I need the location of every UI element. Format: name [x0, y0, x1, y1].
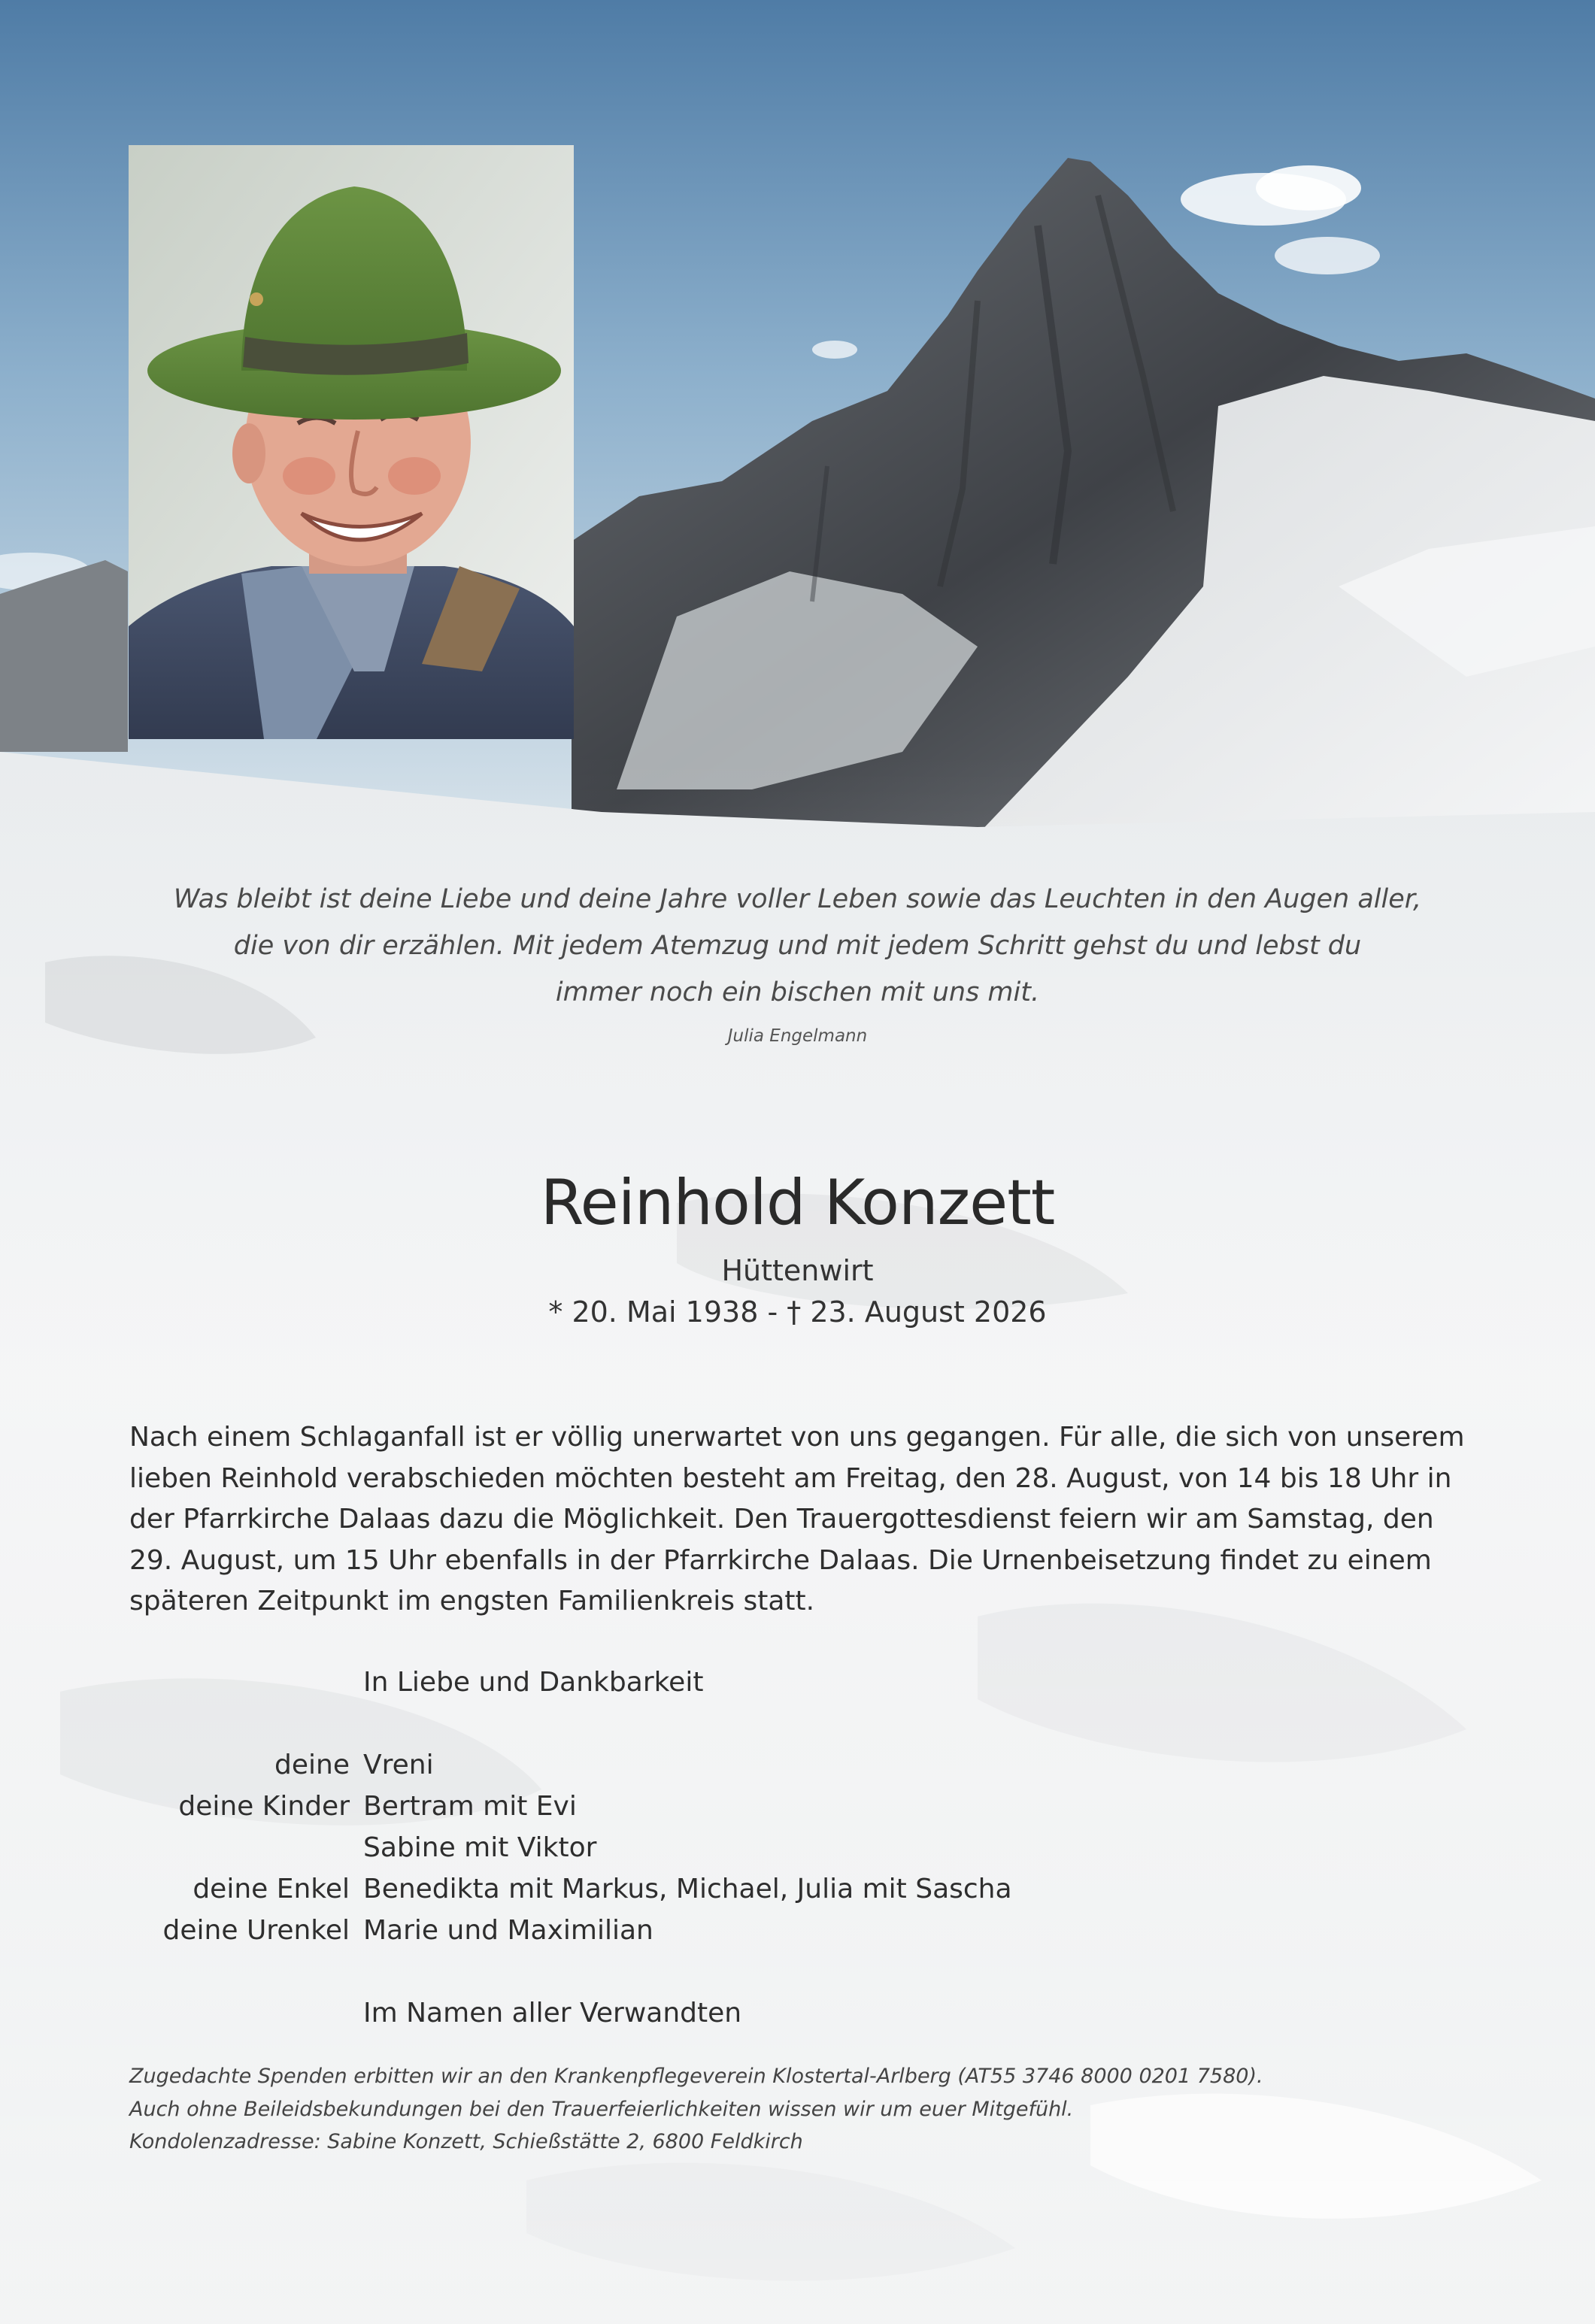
- mourner-row: [0, 1910, 1595, 1951]
- mourner-relation: deine: [274, 1750, 350, 1780]
- announcement-text: [129, 1417, 1475, 1623]
- quote-line: Was bleibt ist deine Liebe und deine Jahre voller Leben sowie das Leuchten in den Augen aller,: [173, 884, 1422, 914]
- quote-line: immer noch ein bischen mit uns mit.: [555, 977, 1040, 1007]
- announcement-line: 29. August, um 15 Uhr ebenfalls in der Pfarrkirche Dalaas. Die Urnenbeisetzung findet zu einem: [129, 1544, 1432, 1576]
- mourner-names: Benedikta mit Markus, Michael, Julia mit Sascha: [363, 1874, 1012, 1904]
- mourner-relation: deine Urenkel: [162, 1915, 350, 1946]
- mourner-row: [0, 1786, 1595, 1827]
- mourners-greeting-row: [0, 1662, 1595, 1703]
- condolence-note: Auch ohne Beileidsbekundungen bei den Trauerfeierlichkeiten wissen wir um euer Mitgefühl.: [129, 2097, 1074, 2121]
- mourner-names: Sabine mit Viktor: [363, 1832, 597, 1863]
- mourner-relation: deine Enkel: [193, 1874, 350, 1904]
- donation-note: Zugedachte Spenden erbitten wir an den Krankenpflegeverein Klostertal-Arlberg (AT55 3746 8000 0201 7580).: [129, 2065, 1263, 2088]
- announcement-line: späteren Zeitpunkt im engsten Familienkreis statt.: [129, 1586, 815, 1616]
- mourner-relation: deine Kinder: [178, 1791, 350, 1822]
- mourner-row: [0, 1868, 1595, 1910]
- announcement-line: lieben Reinhold verabschieden möchten besteht am Freitag, den 28. August, von 14 bis 18 Uhr in: [129, 1462, 1452, 1494]
- announcement-line: der Pfarrkirche Dalaas dazu die Möglichkeit. Den Trauergottesdienst feiern wir am Samstag, den: [129, 1504, 1434, 1535]
- mourner-row: [0, 1827, 1595, 1868]
- mourner-row: [0, 1744, 1595, 1786]
- mourner-names: Bertram mit Evi: [363, 1791, 577, 1822]
- announcement-line: Nach einem Schlaganfall ist er völlig unerwartet von uns gegangen. Für alle, die sich von unserem: [129, 1422, 1465, 1453]
- mourner-names: Marie und Maximilian: [363, 1915, 653, 1946]
- memorial-quote: [150, 876, 1445, 1016]
- quote-author: Julia Engelmann: [727, 1026, 868, 1046]
- mourners-greeting: In Liebe und Dankbarkeit: [363, 1667, 704, 1698]
- quote-line: die von dir erzählen. Mit jedem Atemzug und mit jedem Schritt gehst du und lebst du: [233, 931, 1362, 961]
- mourners-closing-row: [0, 1992, 1595, 2034]
- footer-notes: [129, 2060, 1483, 2159]
- deceased-name: Reinhold Konzett: [540, 1166, 1055, 1239]
- deceased-occupation: Hüttenwirt: [721, 1254, 874, 1287]
- mourner-names: Vreni: [363, 1750, 434, 1780]
- life-dates: * 20. Mai 1938 - † 23. August 2026: [548, 1295, 1047, 1329]
- condolence-address: Kondolenzadresse: Sabine Konzett, Schießstätte 2, 6800 Feldkirch: [129, 2130, 803, 2153]
- mourners-closing: Im Namen aller Verwandten: [363, 1998, 742, 2029]
